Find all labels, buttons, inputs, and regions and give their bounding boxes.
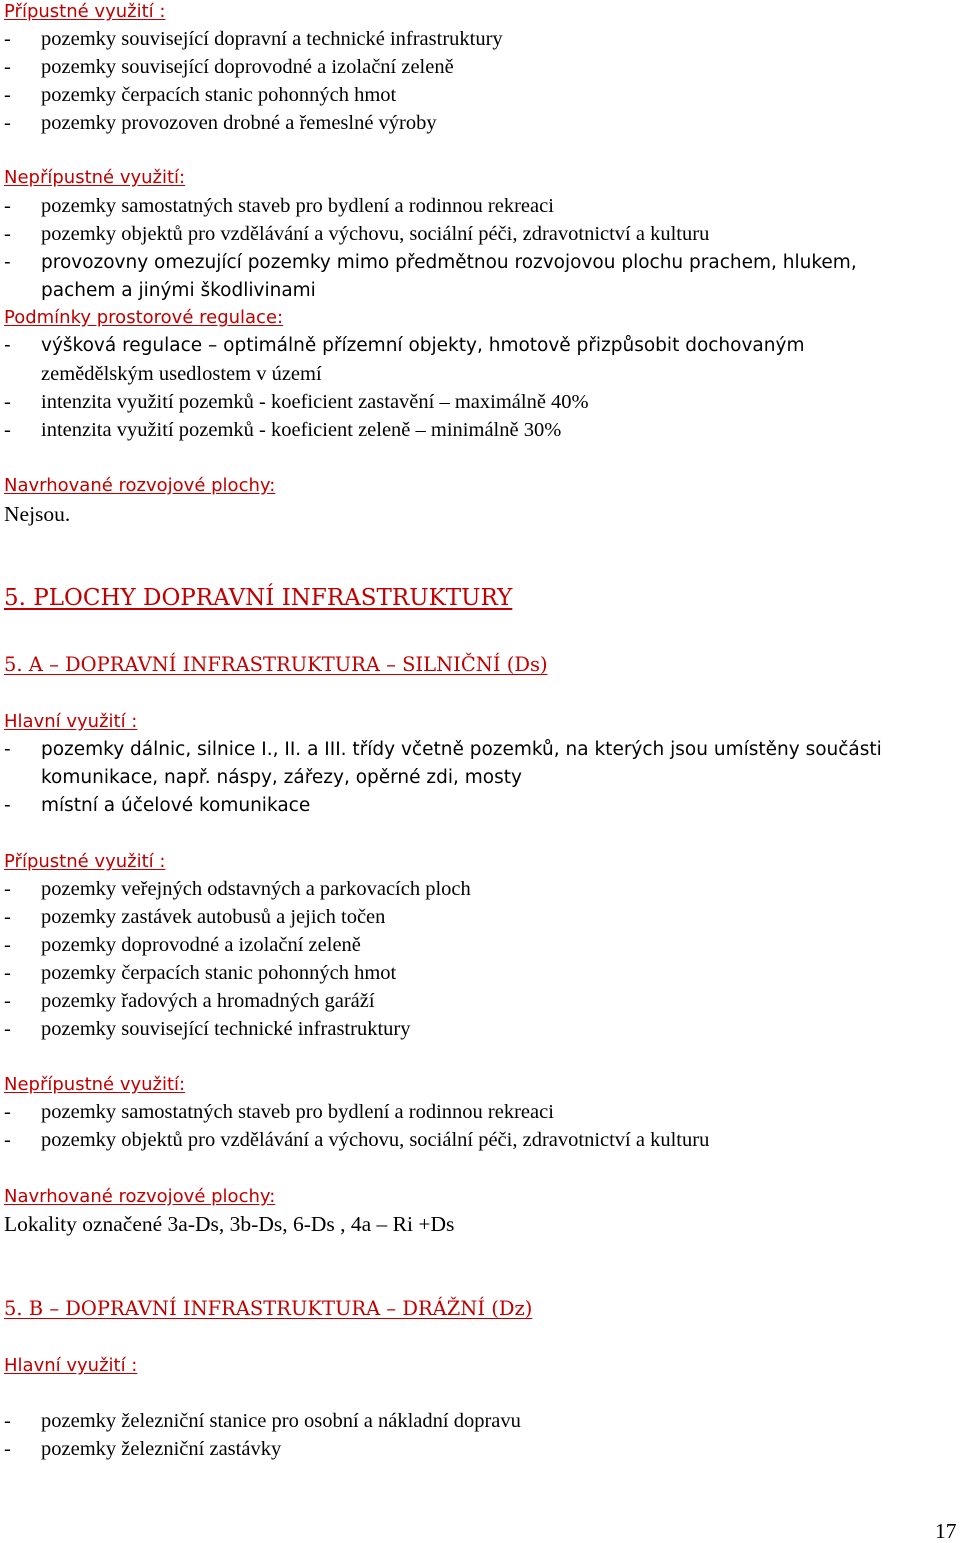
pripustne-label: Přípustné využití : (4, 1, 166, 22)
nepripustne-label: Nepřípustné využití: (4, 167, 186, 188)
section-5-title: 5. PLOCHY DOPRAVNÍ INFRASTRUKTURY (4, 585, 513, 611)
section-5b-title: 5. B – DOPRAVNÍ INFRASTRUKTURA – DRÁŽNÍ (Dz) (4, 1297, 533, 1320)
list-item-continuation: pachem a jinými škodlivinami (41, 280, 316, 301)
list-item-continuation: komunikace, např. náspy, zářezy, opěrné zdi, mosty (41, 767, 522, 788)
podminky-label: Podmínky prostorové regulace: (4, 307, 284, 328)
hlavni-label: Hlavní využití : (4, 711, 138, 732)
rozvojove-label: Navrhované rozvojové plochy: (4, 1186, 276, 1207)
rozvojove-label: Navrhované rozvojové plochy: (4, 475, 276, 496)
rozvojove-value: Lokality označené 3a-Ds, 3b-Ds, 6-Ds , 4a – Ri +Ds (4, 1212, 455, 1236)
list-item-continuation: zemědělským usedlostem v území (41, 363, 322, 385)
rozvojove-value: Nejsou. (4, 502, 71, 526)
page-number: 17 (935, 1519, 957, 1543)
hlavni-label: Hlavní využití : (4, 1355, 138, 1376)
pripustne-label: Přípustné využití : (4, 851, 166, 872)
section-5a-title: 5. A – DOPRAVNÍ INFRASTRUKTURA – SILNIČNÍ (Ds) (4, 653, 548, 676)
nepripustne-label: Nepřípustné využití: (4, 1074, 186, 1095)
